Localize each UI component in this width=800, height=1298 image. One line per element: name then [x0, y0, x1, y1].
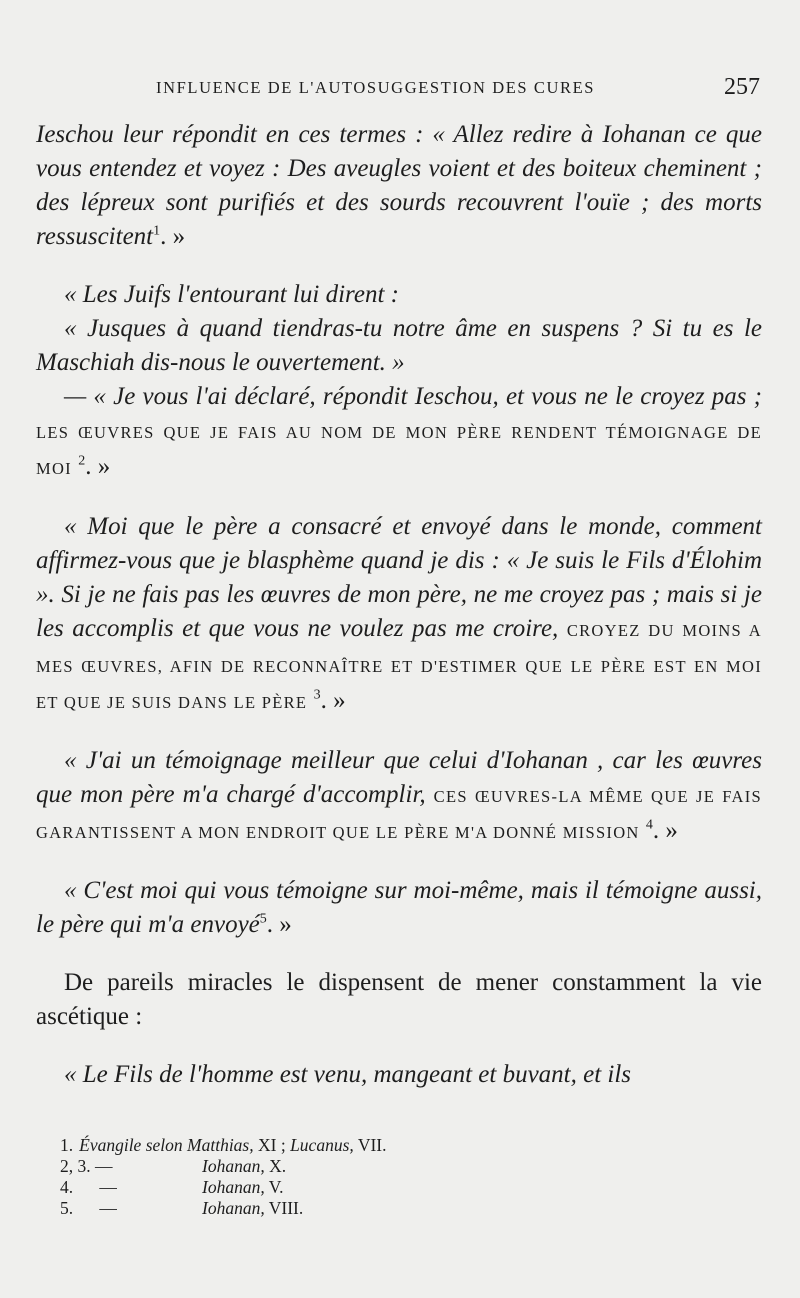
- paragraph-7-text: « C'est moi qui vous témoigne sur moi-même, mais il témoigne aussi, le père qui m'a envoyé: [36, 877, 762, 938]
- paragraph-4-tail: . »: [85, 453, 111, 480]
- paragraph-4-text: — « Je vous l'ai déclaré, répondit Ieschou, et vous ne le croyez pas ;: [64, 383, 762, 410]
- note-ref-2: 2: [78, 453, 86, 469]
- footnote-4: [60, 1198, 740, 1219]
- paragraph-5-tail: . »: [320, 687, 346, 714]
- footnotes: [60, 1135, 740, 1219]
- footnote-1: [60, 1135, 740, 1156]
- page-header: [36, 76, 760, 104]
- paragraph-6: [36, 744, 762, 850]
- running-title: INFLUENCE DE L'AUTOSUGGESTION DES CURES: [156, 78, 596, 97]
- paragraph-1-text: Ieschou leur répondit en ces termes : « Allez redire à Iohanan ce que vous entendez et voyez : Des aveugles voient et des boiteux cheminent ; des lépreux sont purifiés et des sourds recouvrent l'ouïe ; des morts ressuscitent: [36, 121, 762, 250]
- paragraph-2-text: « Les Juifs l'entourant lui dirent :: [64, 281, 399, 308]
- paragraph-9: [36, 1058, 762, 1092]
- paragraph-8: [36, 966, 762, 1034]
- footnote-4-number: 5. —: [60, 1198, 117, 1218]
- paragraph-6-caps: CES ŒUVRES-LA MÊME QUE JE FAIS GARANTISSENT A MON ENDROIT QUE LE PÈRE M'A DONNÉ MISSION: [36, 787, 762, 842]
- footnote-1-source2: Lucanus,: [285, 1135, 354, 1155]
- paragraph-6-text: « J'ai un témoignage meilleur que celui d'Iohanan , car les œuvres que mon père m'a chargé d'accomplir,: [36, 747, 762, 808]
- footnote-4-ref: VIII.: [264, 1198, 304, 1218]
- paragraph-1: [36, 118, 762, 254]
- paragraph-4: [36, 380, 762, 486]
- note-ref-1: 1: [153, 223, 161, 239]
- paragraph-5-text: « Moi que le père a consacré et envoyé dans le monde, comment affirmez-vous que je blasphème quand je dis : « Je suis le Fils d'Élohim ». Si je ne fais pas les œuvres de mon père, ne me croyez pas ; mais si je les accomplis et que vous ne voulez pas me croire,: [36, 513, 762, 642]
- paragraph-7-tail: . »: [266, 911, 292, 938]
- footnote-3-source: Iohanan,: [202, 1177, 265, 1197]
- paragraph-2: [36, 278, 762, 312]
- footnote-3-number: 4. —: [60, 1177, 117, 1197]
- footnote-1-ref2: VII.: [353, 1135, 387, 1155]
- note-ref-5: 5: [259, 911, 267, 927]
- page-number: 257: [724, 74, 760, 100]
- footnote-3: [60, 1177, 740, 1198]
- paragraph-3-text: « Jusques à quand tiendras-tu notre âme en suspens ? Si tu es le Maschiah dis-nous le ouvertement. »: [36, 315, 762, 376]
- footnote-1-number: 1.: [60, 1135, 74, 1155]
- footnote-4-source: Iohanan,: [202, 1198, 265, 1218]
- footnote-1-ref: XI ;: [253, 1135, 286, 1155]
- page-body: [36, 118, 762, 1092]
- footnote-2-source: Iohanan,: [202, 1156, 265, 1176]
- paragraph-7: [36, 874, 762, 942]
- note-ref-4: 4: [645, 817, 653, 833]
- footnote-1-source: Évangile selon Matthias,: [79, 1135, 254, 1155]
- footnote-3-ref: V.: [264, 1177, 284, 1197]
- paragraph-6-tail: . »: [652, 817, 678, 844]
- paragraph-5-caps: CROYEZ DU MOINS A MES ŒUVRES, AFIN DE RECONNAÎTRE ET D'ESTIMER QUE LE PÈRE EST EN MOI ET QUE JE SUIS DANS LE PÈRE: [36, 621, 763, 712]
- note-ref-3: 3: [313, 687, 321, 703]
- paragraph-3: [36, 312, 762, 380]
- paragraph-1-tail: . »: [160, 223, 186, 250]
- footnote-2-number: 2, 3. —: [60, 1156, 113, 1176]
- paragraph-4-caps: LES ŒUVRES QUE JE FAIS AU NOM DE MON PÈRE RENDENT TÉMOIGNAGE DE MOI: [36, 423, 762, 478]
- footnote-2-ref: X.: [264, 1156, 287, 1176]
- paragraph-9-text: « Le Fils de l'homme est venu, mangeant et buvant, et ils: [64, 1061, 632, 1088]
- footnote-2: [60, 1156, 740, 1177]
- paragraph-5: [36, 510, 762, 720]
- paragraph-8-text: De pareils miracles le dispensent de mener constamment la vie ascétique :: [36, 969, 762, 1030]
